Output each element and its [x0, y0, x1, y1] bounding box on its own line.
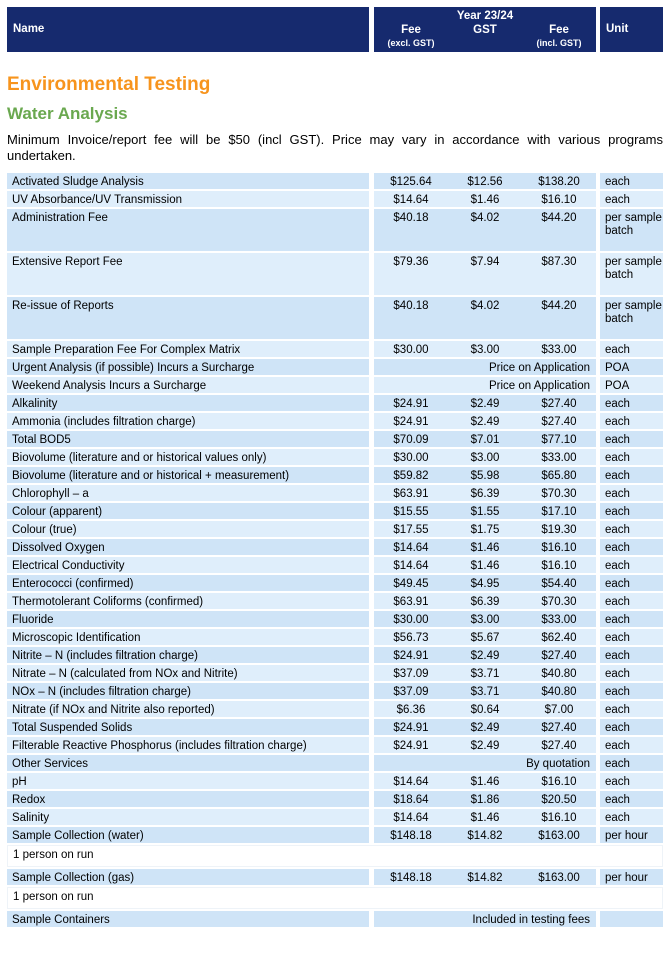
- table-row: [7, 503, 663, 519]
- row-unit: each: [600, 449, 663, 465]
- row-fee-excl: $17.55: [393, 524, 429, 536]
- row-gst: $12.56: [467, 176, 503, 188]
- table-row: [7, 809, 663, 825]
- row-fees: [374, 701, 596, 717]
- row-name: Electrical Conductivity: [7, 557, 369, 573]
- table-note-row: [7, 845, 663, 867]
- subsection-title: Water Analysis: [7, 104, 128, 123]
- header-year-label: Year 23/24: [456, 10, 514, 22]
- row-name: Enterococci (confirmed): [7, 575, 369, 591]
- row-name: Biovolume (literature and or historical values only): [7, 449, 369, 465]
- row-fees: [374, 413, 596, 429]
- row-name: Activated Sludge Analysis: [7, 173, 369, 189]
- row-fee-excl: $30.00: [393, 614, 429, 626]
- header-fee-excl-label: Fee: [401, 24, 421, 36]
- row-fees: [374, 773, 596, 789]
- row-gst: $6.39: [470, 596, 500, 608]
- row-name: Sample Collection (water): [7, 827, 369, 843]
- row-unit: each: [600, 755, 663, 771]
- table-row: [7, 755, 663, 771]
- row-unit: each: [600, 485, 663, 501]
- row-fees: [374, 253, 596, 295]
- row-gst: $4.95: [470, 578, 500, 590]
- row-gst: $3.00: [470, 452, 500, 464]
- row-fee-note: Price on Application: [488, 380, 590, 392]
- row-unit: each: [600, 593, 663, 609]
- row-name: UV Absorbance/UV Transmission: [7, 191, 369, 207]
- row-fee-incl: $27.40: [541, 650, 577, 662]
- row-fees: [374, 173, 596, 189]
- row-fee-excl: $79.36: [393, 256, 429, 268]
- row-unit: each: [600, 341, 663, 357]
- row-fees: [374, 911, 596, 927]
- row-gst: $3.71: [470, 686, 500, 698]
- row-unit: each: [600, 701, 663, 717]
- row-fee-excl: $49.45: [393, 578, 429, 590]
- row-name: Colour (apparent): [7, 503, 369, 519]
- row-fees: [374, 737, 596, 753]
- row-name: Fluoride: [7, 611, 369, 627]
- row-fees: [374, 719, 596, 735]
- row-name: Nitrate (if NOx and Nitrite also reported): [7, 701, 369, 717]
- row-gst: $1.46: [470, 542, 500, 554]
- row-fee-incl: $20.50: [541, 794, 577, 806]
- row-fees: [374, 297, 596, 339]
- row-gst: $14.82: [467, 830, 503, 842]
- row-unit: per sample batch: [600, 297, 663, 339]
- row-gst: $1.46: [470, 194, 500, 206]
- row-fee-incl: $44.20: [541, 300, 577, 312]
- table-row: [7, 467, 663, 483]
- row-name: Sample Collection (gas): [7, 869, 369, 885]
- row-name: Sample Containers: [7, 911, 369, 927]
- row-name: Filterable Reactive Phosphorus (includes filtration charge): [7, 737, 369, 753]
- row-unit: each: [600, 683, 663, 699]
- row-name: Salinity: [7, 809, 369, 825]
- table-row: [7, 737, 663, 753]
- row-fee-excl: $6.36: [396, 704, 426, 716]
- row-fee-excl: $24.91: [393, 416, 429, 428]
- row-name: Other Services: [7, 755, 369, 771]
- table-row: [7, 485, 663, 501]
- row-unit: per hour: [600, 827, 663, 843]
- row-fee-incl: $70.30: [541, 596, 577, 608]
- table-row: [7, 911, 663, 927]
- row-name: Urgent Analysis (if possible) Incurs a Surcharge: [7, 359, 369, 375]
- row-fee-excl: $148.18: [390, 830, 432, 842]
- row-fees: [374, 827, 596, 843]
- row-unit: each: [600, 395, 663, 411]
- row-gst: $7.94: [470, 256, 500, 268]
- row-name: Extensive Report Fee: [7, 253, 369, 295]
- table-row: [7, 209, 663, 251]
- fee-table: [7, 173, 663, 929]
- row-fee-incl: $62.40: [541, 632, 577, 644]
- row-gst: $5.98: [470, 470, 500, 482]
- row-fee-excl: $15.55: [393, 506, 429, 518]
- row-fee-incl: $19.30: [541, 524, 577, 536]
- row-name: Weekend Analysis Incurs a Surcharge: [7, 377, 369, 393]
- row-fee-incl: $27.40: [541, 740, 577, 752]
- row-fee-excl: $24.91: [393, 398, 429, 410]
- header-name-cell: [7, 7, 369, 52]
- row-fee-note: Included in testing fees: [472, 914, 590, 926]
- row-unit: each: [600, 191, 663, 207]
- row-fee-incl: $163.00: [538, 830, 580, 842]
- row-unit: each: [600, 503, 663, 519]
- row-fee-excl: $14.64: [393, 542, 429, 554]
- row-unit: each: [600, 521, 663, 537]
- row-fees: [374, 755, 596, 771]
- row-gst: $1.46: [470, 812, 500, 824]
- row-fee-excl: $24.91: [393, 650, 429, 662]
- row-gst: $2.49: [470, 722, 500, 734]
- table-row: [7, 413, 663, 429]
- table-row: [7, 701, 663, 717]
- table-row: [7, 173, 663, 189]
- row-fees: [374, 869, 596, 885]
- row-fees: [374, 683, 596, 699]
- row-unit: [600, 911, 663, 927]
- row-fees: [374, 449, 596, 465]
- header-unit-cell: [600, 7, 663, 52]
- header-gst: [448, 24, 522, 37]
- row-fee-incl: $33.00: [541, 614, 577, 626]
- row-fee-excl: $37.09: [393, 668, 429, 680]
- row-fee-incl: $16.10: [541, 194, 577, 206]
- row-fee-incl: $44.20: [541, 212, 577, 224]
- row-gst: $14.82: [467, 872, 503, 884]
- row-fee-excl: $24.91: [393, 722, 429, 734]
- header-fee-excl-sub: (excl. GST): [387, 38, 435, 48]
- row-fees: [374, 431, 596, 447]
- row-fee-incl: $27.40: [541, 398, 577, 410]
- row-name: Total Suspended Solids: [7, 719, 369, 735]
- row-unit: each: [600, 539, 663, 555]
- row-gst: $1.86: [470, 794, 500, 806]
- row-fee-excl: $63.91: [393, 488, 429, 500]
- row-gst: $4.02: [470, 300, 500, 312]
- row-fee-incl: $77.10: [541, 434, 577, 446]
- row-fee-incl: $16.10: [541, 560, 577, 572]
- table-row: [7, 791, 663, 807]
- row-name: Administration Fee: [7, 209, 369, 251]
- table-header: [7, 7, 663, 52]
- row-unit: each: [600, 413, 663, 429]
- table-row: [7, 575, 663, 591]
- row-fee-incl: $7.00: [544, 704, 574, 716]
- table-row: [7, 683, 663, 699]
- row-fees: [374, 791, 596, 807]
- row-name: Nitrite – N (includes filtration charge): [7, 647, 369, 663]
- row-gst: $3.00: [470, 614, 500, 626]
- row-fees: [374, 629, 596, 645]
- row-unit: each: [600, 791, 663, 807]
- row-fee-incl: $33.00: [541, 452, 577, 464]
- row-fee-incl: $70.30: [541, 488, 577, 500]
- row-gst: $2.49: [470, 416, 500, 428]
- row-fee-note: By quotation: [526, 758, 590, 770]
- row-fee-excl: $40.18: [393, 212, 429, 224]
- row-unit: each: [600, 665, 663, 681]
- row-gst: $3.00: [470, 344, 500, 356]
- row-fee-excl: $37.09: [393, 686, 429, 698]
- row-unit: each: [600, 467, 663, 483]
- header-year-cell: [374, 7, 596, 52]
- table-row: [7, 431, 663, 447]
- table-row: [7, 869, 663, 885]
- row-fees: [374, 377, 596, 393]
- header-fee-incl-label: Fee: [549, 24, 569, 36]
- row-fee-excl: $56.73: [393, 632, 429, 644]
- row-gst: $2.49: [470, 398, 500, 410]
- row-fees: [374, 485, 596, 501]
- table-row: [7, 611, 663, 627]
- table-row: [7, 719, 663, 735]
- row-fees: [374, 341, 596, 357]
- row-gst: $5.67: [470, 632, 500, 644]
- row-fees: [374, 521, 596, 537]
- row-fees: [374, 611, 596, 627]
- row-name: Re-issue of Reports: [7, 297, 369, 339]
- row-fees: [374, 467, 596, 483]
- row-unit: POA: [600, 359, 663, 375]
- row-fee-incl: $54.40: [541, 578, 577, 590]
- table-row: [7, 557, 663, 573]
- row-name: Alkalinity: [7, 395, 369, 411]
- row-fees: [374, 557, 596, 573]
- row-fee-excl: $148.18: [390, 872, 432, 884]
- row-gst: $4.02: [470, 212, 500, 224]
- row-fee-incl: $16.10: [541, 542, 577, 554]
- table-row: [7, 773, 663, 789]
- row-unit: each: [600, 173, 663, 189]
- row-fee-excl: $18.64: [393, 794, 429, 806]
- row-fee-incl: $33.00: [541, 344, 577, 356]
- row-unit: each: [600, 629, 663, 645]
- row-name: Colour (true): [7, 521, 369, 537]
- table-row: [7, 449, 663, 465]
- row-fee-excl: $24.91: [393, 740, 429, 752]
- table-row: [7, 297, 663, 339]
- row-fees: [374, 395, 596, 411]
- row-gst: $7.01: [470, 434, 500, 446]
- row-gst: $2.49: [470, 740, 500, 752]
- row-unit: each: [600, 719, 663, 735]
- row-fee-excl: $125.64: [390, 176, 432, 188]
- table-row: [7, 629, 663, 645]
- row-unit: each: [600, 557, 663, 573]
- row-gst: $6.39: [470, 488, 500, 500]
- row-name: Dissolved Oxygen: [7, 539, 369, 555]
- row-note: 1 person on run: [7, 887, 663, 909]
- row-gst: $3.71: [470, 668, 500, 680]
- row-fees: [374, 191, 596, 207]
- table-row: [7, 359, 663, 375]
- row-fee-note: Price on Application: [488, 362, 590, 374]
- row-name: Redox: [7, 791, 369, 807]
- row-fee-incl: $16.10: [541, 812, 577, 824]
- row-fees: [374, 575, 596, 591]
- header-fee-excl: [374, 24, 448, 49]
- row-gst: $1.75: [470, 524, 500, 536]
- row-name: Nitrate – N (calculated from NOx and Nitrite): [7, 665, 369, 681]
- row-gst: $0.64: [470, 704, 500, 716]
- row-gst: $2.49: [470, 650, 500, 662]
- table-row: [7, 191, 663, 207]
- row-fee-incl: $40.80: [541, 686, 577, 698]
- row-note: 1 person on run: [7, 845, 663, 867]
- table-row: [7, 395, 663, 411]
- row-fee-excl: $30.00: [393, 344, 429, 356]
- row-fees: [374, 809, 596, 825]
- row-fee-excl: $14.64: [393, 560, 429, 572]
- row-fee-excl: $14.64: [393, 776, 429, 788]
- header-name-label: Name: [13, 23, 45, 35]
- row-fees: [374, 359, 596, 375]
- row-fee-incl: $17.10: [541, 506, 577, 518]
- row-fees: [374, 647, 596, 663]
- row-name: Biovolume (literature and or historical + measurement): [7, 467, 369, 483]
- row-gst: $1.46: [470, 560, 500, 572]
- row-name: Thermotolerant Coliforms (confirmed): [7, 593, 369, 609]
- row-unit: each: [600, 647, 663, 663]
- row-fee-incl: $27.40: [541, 416, 577, 428]
- row-unit: per sample batch: [600, 209, 663, 251]
- row-fees: [374, 665, 596, 681]
- table-row: [7, 253, 663, 295]
- row-fee-excl: $40.18: [393, 300, 429, 312]
- table-note-row: [7, 887, 663, 909]
- row-gst: $1.55: [470, 506, 500, 518]
- row-unit: per sample batch: [600, 253, 663, 295]
- row-fee-excl: $59.82: [393, 470, 429, 482]
- row-fee-incl: $87.30: [541, 256, 577, 268]
- row-fees: [374, 209, 596, 251]
- table-row: [7, 593, 663, 609]
- row-unit: per hour: [600, 869, 663, 885]
- row-name: Total BOD5: [7, 431, 369, 447]
- row-unit: each: [600, 611, 663, 627]
- row-gst: $1.46: [470, 776, 500, 788]
- table-row: [7, 341, 663, 357]
- row-fees: [374, 503, 596, 519]
- row-unit: each: [600, 575, 663, 591]
- header-fee-incl-sub: (incl. GST): [536, 38, 582, 48]
- row-unit: each: [600, 737, 663, 753]
- row-fee-incl: $163.00: [538, 872, 580, 884]
- row-fee-incl: $138.20: [538, 176, 580, 188]
- row-name: Ammonia (includes filtration charge): [7, 413, 369, 429]
- intro-paragraph: Minimum Invoice/report fee will be $50 (incl GST). Price may vary in accordance with various programs undertaken.: [7, 132, 663, 163]
- row-fee-excl: $63.91: [393, 596, 429, 608]
- row-unit: each: [600, 809, 663, 825]
- row-unit: each: [600, 773, 663, 789]
- row-fee-incl: $16.10: [541, 776, 577, 788]
- row-unit: POA: [600, 377, 663, 393]
- row-fee-excl: $70.09: [393, 434, 429, 446]
- table-row: [7, 377, 663, 393]
- row-unit: each: [600, 431, 663, 447]
- table-row: [7, 647, 663, 663]
- table-row: [7, 521, 663, 537]
- row-fees: [374, 593, 596, 609]
- header-unit-label: Unit: [606, 23, 629, 35]
- header-fee-incl: [522, 24, 596, 49]
- row-name: Sample Preparation Fee For Complex Matrix: [7, 341, 369, 357]
- table-row: [7, 827, 663, 843]
- header-gst-label: GST: [473, 24, 497, 36]
- row-fees: [374, 539, 596, 555]
- row-name: NOx – N (includes filtration charge): [7, 683, 369, 699]
- table-row: [7, 539, 663, 555]
- row-fee-excl: $14.64: [393, 812, 429, 824]
- row-fee-incl: $65.80: [541, 470, 577, 482]
- row-fee-incl: $40.80: [541, 668, 577, 680]
- row-name: pH: [7, 773, 369, 789]
- row-fee-excl: $30.00: [393, 452, 429, 464]
- row-name: Microscopic Identification: [7, 629, 369, 645]
- table-row: [7, 665, 663, 681]
- row-name: Chlorophyll – a: [7, 485, 369, 501]
- row-fee-excl: $14.64: [393, 194, 429, 206]
- row-fee-incl: $27.40: [541, 722, 577, 734]
- section-title: Environmental Testing: [7, 74, 211, 95]
